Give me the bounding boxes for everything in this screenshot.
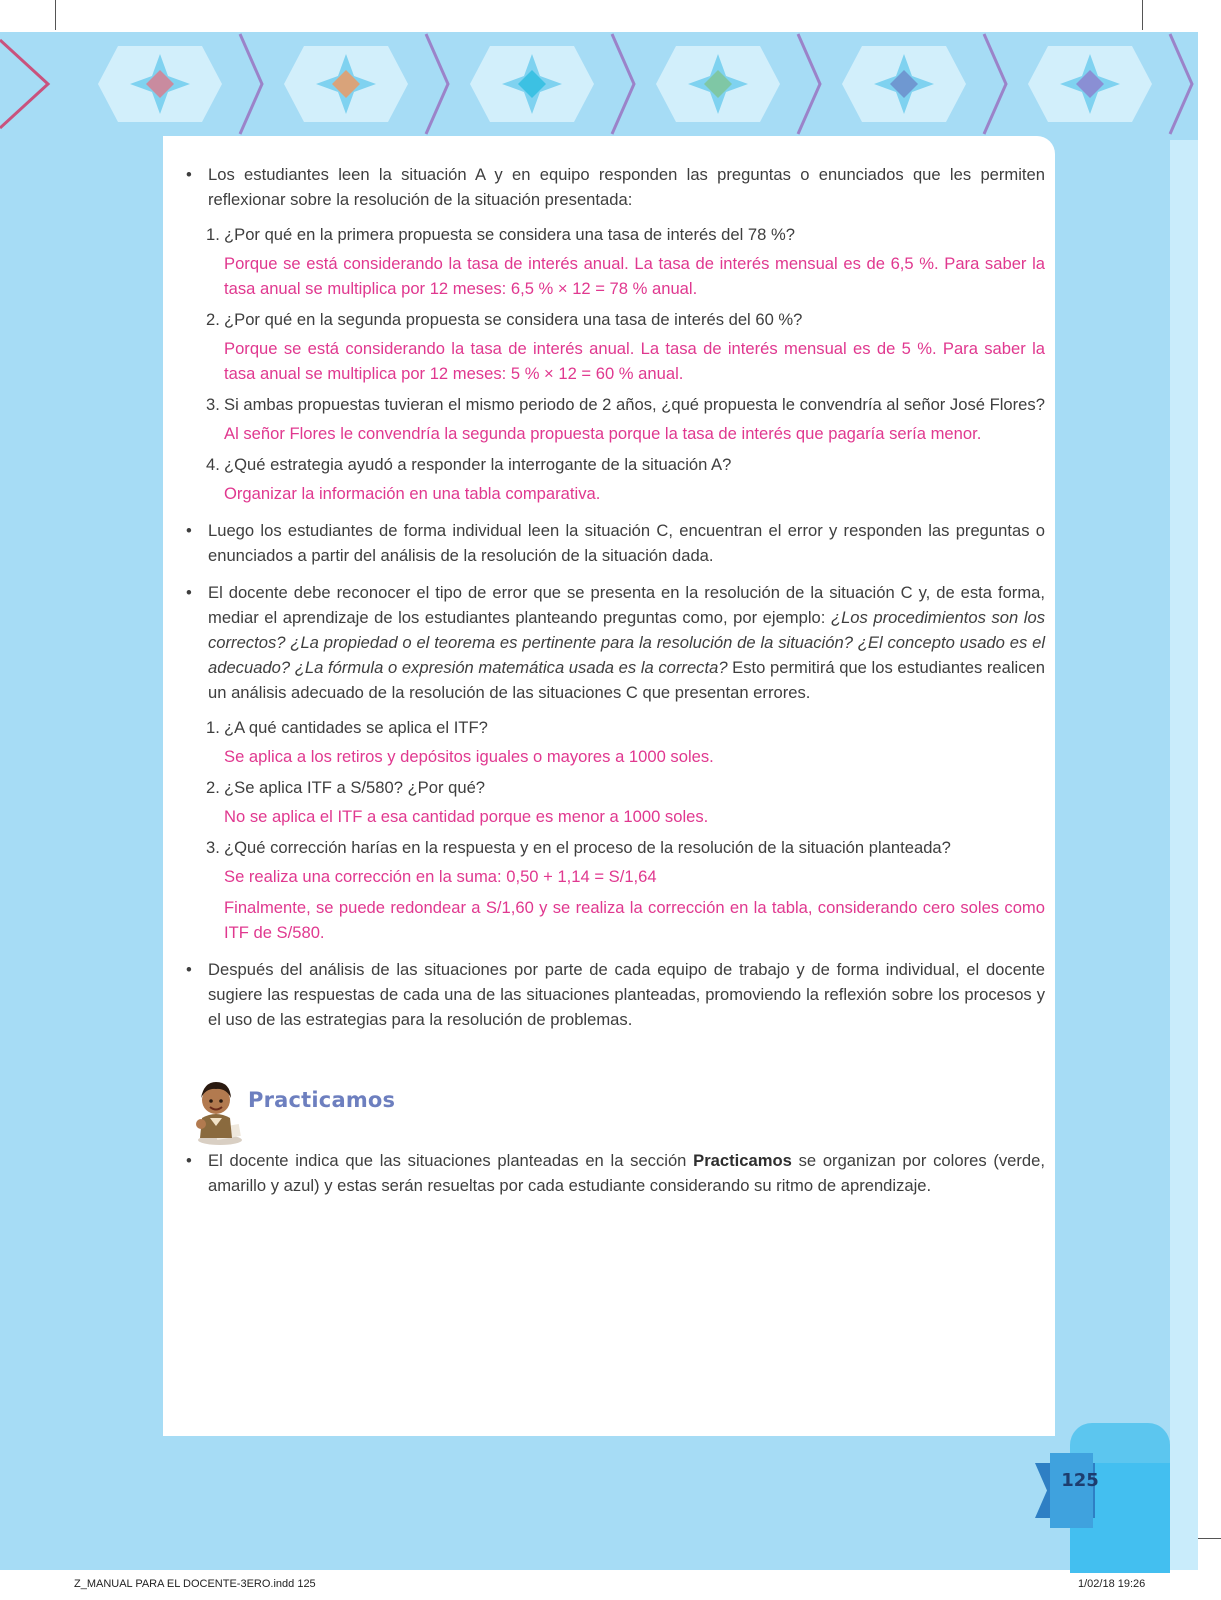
- question-item: [180, 307, 1045, 332]
- bullet-text: Esto permitirá que los estudiantes realicen un análisis adecuado de la resolución de las situaciones C que presentan errores.: [208, 658, 1045, 702]
- student-character-icon: [190, 1074, 244, 1146]
- bullet-item: [180, 1148, 1045, 1198]
- guiding-questions: ¿Los procedimientos son los correctos? ¿La propiedad o el teorema es pertinente para la resolución de la situación? ¿El concepto usado es el adecuado? ¿La fórmula o expresión matemática usada es la correcta?: [208, 608, 1045, 677]
- question-item: [180, 835, 1045, 860]
- crop-mark: [1195, 1538, 1221, 1539]
- question-number: 2.: [206, 310, 220, 329]
- section-reference: Practicamos: [693, 1151, 792, 1170]
- page-number-badge: [1035, 1423, 1170, 1573]
- bullet-text: El docente indica que las situaciones planteadas en la sección: [208, 1151, 694, 1170]
- answer-text: Finalmente, se puede redondear a S/1,60 y se realiza la corrección en la tabla, considerando cero soles como ITF de S/580.: [224, 898, 1045, 942]
- crop-mark: [55, 0, 56, 30]
- bullet-text: El docente debe reconocer el tipo de error que se presenta en la resolución de la situación C y, de esta forma, mediar el aprendizaje de los estudiantes planteando preguntas como, por ejemplo:: [208, 583, 1045, 627]
- answer-text: Se aplica a los retiros y depósitos iguales o mayores a 1000 soles.: [224, 747, 714, 766]
- question-text: ¿Qué corrección harías en la respuesta y en el proceso de la resolución de la situación planteada?: [224, 838, 951, 857]
- question-item: [180, 392, 1045, 417]
- bullet-item: [180, 162, 1045, 212]
- answer-text: Al señor Flores le convendría la segunda propuesta porque la tasa de interés que pagaría sería menor.: [224, 424, 982, 443]
- main-text: [180, 162, 1045, 1042]
- question-text: ¿A qué cantidades se aplica el ITF?: [224, 718, 488, 737]
- question-text: ¿Qué estrategia ayudó a responder la interrogante de la situación A?: [224, 455, 732, 474]
- bullet-text: Después del análisis de las situaciones por parte de cada equipo de trabajo y de forma individual, el docente sugiere las respuestas de cada una de las situaciones planteadas, promoviendo la reflexión sobre los procesos y el uso de las estrategias para la resolución de problemas.: [208, 960, 1045, 1029]
- question-item: [180, 452, 1045, 477]
- answer-text: Porque se está considerando la tasa de interés anual. La tasa de interés mensual es de 5 %. Para saber la tasa anual se multiplica por 12 meses: 5 % × 12 = 60 % anual.: [224, 339, 1045, 383]
- decorative-banner: [0, 32, 1198, 137]
- file-slug: Z_MANUAL PARA EL DOCENTE-3ERO.indd 125: [74, 1578, 316, 1590]
- bullet-text: Los estudiantes leen la situación A y en equipo responden las preguntas o enunciados que les permiten reflexionar sobre la resolución de la situación presentada:: [208, 165, 1045, 209]
- right-margin-strip: [1170, 140, 1198, 1570]
- answer-text: Porque se está considerando la tasa de interés anual. La tasa de interés mensual es de 6,5 %. Para saber la tasa anual se multiplica por 12 meses: 6,5 % × 12 = 78 % anual.: [224, 254, 1045, 298]
- question-text: Si ambas propuestas tuvieran el mismo periodo de 2 años, ¿qué propuesta le convendría al señor José Flores?: [224, 395, 1045, 414]
- section-title: Practicamos: [248, 1088, 396, 1112]
- question-text: ¿Por qué en la segunda propuesta se considera una tasa de interés del 60 %?: [224, 310, 803, 329]
- crop-mark: [1142, 0, 1143, 30]
- practicamos-heading: [190, 1074, 590, 1154]
- date-slug: 1/02/18 19:26: [1078, 1578, 1146, 1590]
- question-number: 1.: [206, 225, 220, 244]
- practicamos-text: [180, 1148, 1045, 1208]
- answer-text: No se aplica el ITF a esa cantidad porque es menor a 1000 soles.: [224, 807, 709, 826]
- question-item: [180, 222, 1045, 247]
- bullet-item: [180, 580, 1045, 705]
- question-item: [180, 775, 1045, 800]
- question-item: [180, 715, 1045, 740]
- bullet-item: [180, 957, 1045, 1032]
- question-number: 4.: [206, 455, 220, 474]
- question-text: ¿Se aplica ITF a S/580? ¿Por qué?: [224, 778, 486, 797]
- question-number: 2.: [206, 778, 220, 797]
- answer-text: Organizar la información en una tabla comparativa.: [224, 484, 601, 503]
- bullet-text: Luego los estudiantes de forma individual leen la situación C, encuentran el error y responden las preguntas o enunciados a partir del análisis de la resolución de la situación dada.: [208, 521, 1045, 565]
- page-number: 125: [1061, 1470, 1099, 1491]
- question-text: ¿Por qué en la primera propuesta se considera una tasa de interés del 78 %?: [224, 225, 795, 244]
- question-number: 1.: [206, 718, 220, 737]
- bullet-text: se organizan por colores (verde, amarillo y azul) y estas serán resueltas por cada estudiante considerando su ritmo de aprendizaje.: [208, 1151, 1045, 1195]
- question-number: 3.: [206, 838, 220, 857]
- question-number: 3.: [206, 395, 220, 414]
- answer-text: Se realiza una corrección en la suma: 0,50 + 1,14 = S/1,64: [224, 867, 657, 886]
- bullet-item: [180, 518, 1045, 568]
